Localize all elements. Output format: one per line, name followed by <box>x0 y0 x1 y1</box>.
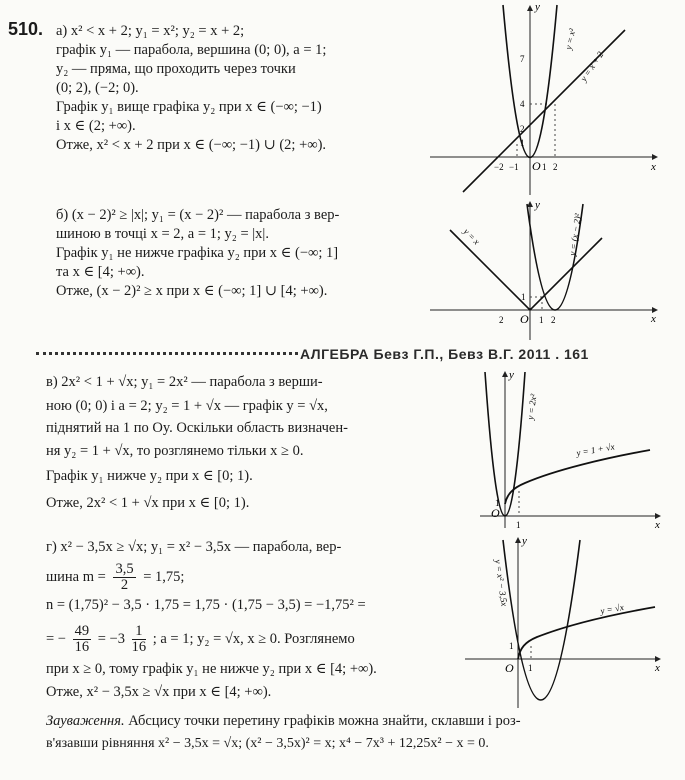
text-g-line-2 <box>46 562 184 593</box>
origin-label: O <box>505 661 514 675</box>
header-dotted-rule <box>36 352 298 355</box>
text-a-line-2: графік y₁ — парабола, вершина (0; 0), a = 1; <box>56 42 327 58</box>
y-axis-label: y <box>509 369 514 381</box>
fraction-n-num: 49 <box>74 623 90 639</box>
remark-text-1: Абсцису точки перетину графіків можна знайти, склавши і роз- <box>124 713 521 729</box>
text-g-line-2-pre: шина m = <box>46 568 106 585</box>
fraction-n2 <box>132 624 147 655</box>
text-v-line-6: Отже, 2x² < 1 + √x при x ∈ [0; 1). <box>46 495 250 511</box>
y-axis-label: y <box>535 1 540 13</box>
tick-x-neg2: −2 <box>494 162 504 172</box>
text-b-line-1: б) (x − 2)² ≥ |x|; y₁ = (x − 2)² — парабола з вер- <box>56 207 340 223</box>
x-axis-label: x <box>651 161 656 173</box>
text-g-line-4-post: ; a = 1; y₂ = √x, x ≥ 0. Розглянемо <box>152 630 355 647</box>
text-v-line-5: Графік y₁ нижче y₂ при x ∈ [0; 1). <box>46 468 253 484</box>
text-v-line-2: ною (0; 0) і a = 2; y₂ = 1 + √x — графік y = √x, <box>46 398 328 414</box>
tick-x-1: 1 <box>528 663 533 673</box>
text-v-line-1: в) 2x² < 1 + √x; y₁ = 2x² — парабола з верши- <box>46 374 323 390</box>
tick-y-1: 1 <box>509 641 514 651</box>
text-g-line-4 <box>46 624 355 655</box>
remark-line-2: в'язавши рівняння x² − 3,5x = √x; (x² − 3,5x)² = x; x⁴ − 7x³ + 12,25x² − x = 0. <box>46 736 489 751</box>
fraction-m-den: 2 <box>120 577 129 593</box>
x-axis-label: x <box>655 662 660 674</box>
tick-y-2: 2 <box>520 124 525 134</box>
text-g-line-2-post: = 1,75; <box>143 568 185 585</box>
fraction-n <box>73 624 92 655</box>
problem-number: 510. <box>8 19 44 39</box>
text-b-line-2: шиною в точці x = 2, a = 1; y₂ = |x|. <box>56 226 269 242</box>
curve-label-parabola: y = 2x² <box>525 393 539 421</box>
text-b-line-4: та x ∈ [4; +∞). <box>56 264 145 280</box>
text-v-line-4: ня y₂ = 1 + √x, то розглянемо тільки x ≥ 0. <box>46 443 304 459</box>
graph-g <box>465 532 670 710</box>
tick-y-4: 4 <box>520 99 525 109</box>
text-b-line-5: Отже, (x − 2)² ≥ x при x ∈ (−∞; 1] ∪ [4; +∞). <box>56 283 328 299</box>
curve-label-line: y = x + 2 <box>578 49 606 84</box>
tick-y-1: 1 <box>521 292 526 302</box>
tick-y-7: 7 <box>520 54 525 64</box>
graph-b <box>425 196 670 344</box>
text-a-line-1: а) x² < x + 2; y₁ = x²; y₂ = x + 2; <box>56 23 245 39</box>
curve-label-abs: y = x <box>461 226 482 247</box>
text-g-line-4-pre: = − <box>46 630 66 647</box>
text-a-line-3: y₂ — пряма, що проходить через точки <box>56 61 296 77</box>
origin-label: O <box>491 506 500 520</box>
tick-x-1: 1 <box>516 520 521 530</box>
fraction-m <box>113 562 135 593</box>
text-g-line-1: г) x² − 3,5x ≥ √x; y₁ = x² − 3,5x — парабола, вер- <box>46 539 342 555</box>
y-axis-label: y <box>535 199 540 211</box>
fraction-m-num: 3,5 <box>115 561 134 577</box>
text-g-line-5: при x ≥ 0, тому графік y₁ не нижче y₂ при x ∈ [4; +∞). <box>46 661 377 677</box>
fraction-n2-num: 1 <box>132 624 147 640</box>
graph-a <box>425 0 670 200</box>
x-axis-label: x <box>651 313 656 325</box>
curve-label-sqrt: y = 1 + √x <box>575 441 616 458</box>
tick-y-1: 1 <box>520 138 525 148</box>
fraction-n-den: 16 <box>74 639 90 655</box>
tick-x-1: 1 <box>539 315 544 325</box>
remark-line-1 <box>46 712 521 730</box>
curve-label-parabola: y = (x − 2)² <box>567 212 583 257</box>
text-b-line-3: Графік y₁ не нижче графіка y₂ при x ∈ (−∞; 1] <box>56 245 339 261</box>
curve-label-sqrt: y = √x <box>599 602 625 616</box>
page-header: АЛГЕБРА Бевз Г.П., Бевз В.Г. 2011 . 161 <box>300 346 589 362</box>
x-axis-label: x <box>655 519 660 530</box>
text-a-line-5: Графік y₁ вище графіка y₂ при x ∈ (−∞; −1) <box>56 99 322 115</box>
fraction-n2-den: 16 <box>131 639 147 655</box>
text-g-line-6: Отже, x² − 3,5x ≥ √x при x ∈ [4; +∞). <box>46 684 272 700</box>
text-a-line-4: (0; 2), (−2; 0). <box>56 80 139 96</box>
curve-label-parabola: y = x² − 3,5x <box>493 558 510 607</box>
tick-x-2: 2 <box>551 315 556 325</box>
tick-y-1: 1 <box>495 498 500 508</box>
sqrt-curve <box>505 450 650 504</box>
tick-x-1: 1 <box>542 162 547 172</box>
tick-x-2: 2 <box>553 162 558 172</box>
tick-x-neg1: −1 <box>509 162 519 172</box>
text-g-line-4-mid: = −3 <box>97 630 125 647</box>
origin-label: O <box>532 159 541 173</box>
text-a-line-6: і x ∈ (2; +∞). <box>56 118 136 134</box>
curve-label-parabola: y = x² <box>563 27 578 51</box>
y-axis-label: y <box>522 535 527 547</box>
text-v-line-3: піднятий на 1 по Oy. Оскільки область визначен- <box>46 420 348 436</box>
text-a-line-7: Отже, x² < x + 2 при x ∈ (−∞; −1) ∪ (2; +∞). <box>56 137 327 153</box>
text-g-line-3: n = (1,75)² − 3,5 · 1,75 = 1,75 · (1,75 − 3,5) = −1,75² = <box>46 597 366 613</box>
tick-x-neg2: 2 <box>499 315 504 325</box>
parabola-curve <box>503 540 580 700</box>
graph-v <box>445 366 670 530</box>
sqrt-curve <box>518 607 655 659</box>
origin-label: O <box>520 312 529 326</box>
remark-title: Зауваження. <box>46 713 125 729</box>
